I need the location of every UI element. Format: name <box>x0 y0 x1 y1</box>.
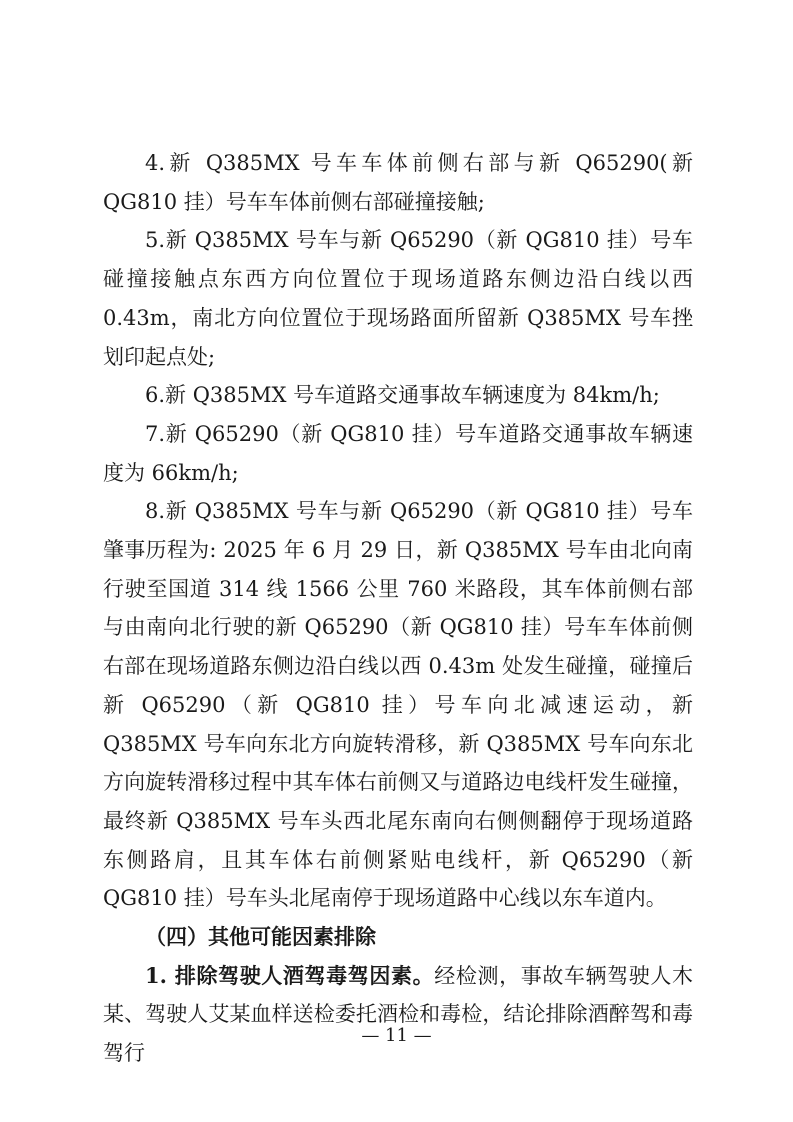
document-body <box>103 144 693 1073</box>
paragraph-4: 4.新 Q385MX 号车车体前侧右部与新 Q65290(新 QG810 挂）号车车体前侧右部碰撞接触; <box>103 151 693 214</box>
section-heading: （四）其他可能因素排除 <box>145 924 376 950</box>
item-1-title: 1. 排除驾驶人酒驾毒驾因素。 <box>145 962 435 988</box>
item-1-text: 经检测，事故车辆驾驶人木某、驾驶人艾某血样送检委托酒检和毒检，结论排除酒醉驾和毒驾行 <box>103 963 694 1066</box>
item-1-paragraph <box>103 957 693 1073</box>
paragraph-7: 7.新 Q65290（新 QG810 挂）号车道路交通事故车辆速度为 66km/h; <box>103 421 693 485</box>
paragraph-5: 5.新 Q385MX 号车与新 Q65290（新 QG810 挂）号车碰撞接触点东西方向位置位于现场道路东侧边沿白线以西 0.43m，南北方向位置位于现场路面所留新 Q385MX 号车挫划印起点处; <box>103 228 693 369</box>
page-number: — 11 — <box>361 1025 432 1046</box>
paragraph-6: 6.新 Q385MX 号车道路交通事故车辆速度为 84km/h; <box>145 383 660 408</box>
paragraph-8: 8.新 Q385MX 号车与新 Q65290（新 QG810 挂）号车肇事历程为: 2025 年 6 月 29 日，新 Q385MX 号车由北向南行驶至国道 314 线 1566 公里 760 米路段，其车体前侧右部与由南向北行驶的新 Q65290（新 QG810 挂）号车车体前侧右部在现场道路东侧边沿白线以西 0.43m 处发生碰撞，碰撞后新 Q65290（新 QG810 挂）号车向北减速运动，新 Q385MX 号车向东北方向旋转滑移，新 Q385MX 号车向东北方向旋转滑移过程中其车体右前侧又与道路边电线杆发生碰撞，最终新 Q385MX 号车头西北尾东南向右侧侧翻停于现场道路东侧路肩，且其车体右前侧紧贴电线杆，新 Q65290（新 QG810 挂）号车头北尾南停于现场道路中心线以东车道内。 <box>103 499 693 911</box>
